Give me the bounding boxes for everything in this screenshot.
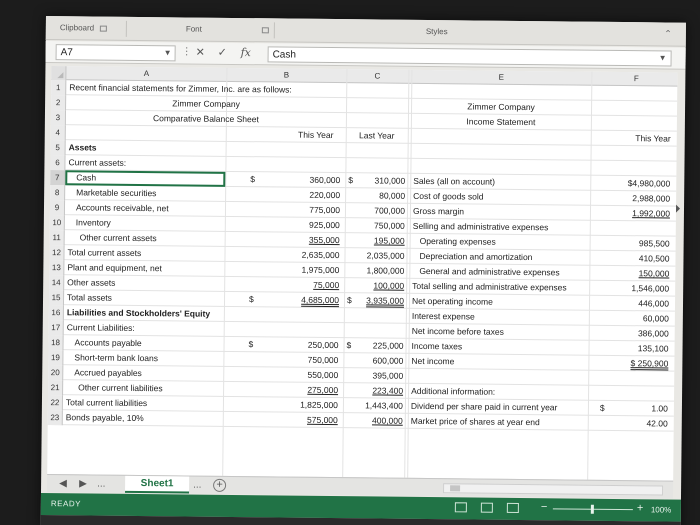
normal-view-icon[interactable] (455, 502, 467, 512)
row-header[interactable]: 19 (48, 350, 63, 365)
zoom-out-icon[interactable]: − (540, 501, 548, 514)
cell-b[interactable]: 1,825,000 (300, 399, 338, 411)
cell-a[interactable]: Plant and equipment, net (67, 262, 162, 274)
cell-c[interactable]: Last Year (358, 130, 395, 141)
cell-c[interactable]: 80,000 (379, 190, 406, 201)
cancel-icon[interactable]: ✕ (195, 46, 205, 59)
cell-a[interactable]: Other current assets (79, 232, 157, 244)
more-sheets-left[interactable]: ... (97, 478, 106, 490)
cell-c[interactable] (351, 143, 406, 159)
scrollbar-thumb[interactable] (450, 485, 460, 491)
cell-e[interactable]: Cost of goods sold (413, 190, 484, 202)
cell-e[interactable]: Sales (all on account) (413, 175, 496, 187)
row-header[interactable]: 4 (51, 125, 66, 140)
cell-e[interactable]: Operating expenses (419, 235, 496, 247)
cell-b[interactable]: 4,685,000 (301, 294, 340, 306)
cell-e[interactable]: Net operating income (411, 295, 493, 307)
cell-f[interactable]: 446,000 (638, 298, 670, 309)
row-header[interactable]: 22 (48, 395, 63, 410)
cell-b[interactable]: 925,000 (309, 219, 340, 231)
cell-b[interactable]: 1,975,000 (301, 264, 340, 276)
cell-a[interactable]: Liabilities and Stockholders' Equity (66, 307, 211, 319)
cell-a[interactable]: Zimmer Company (172, 98, 240, 110)
row-header[interactable]: 7 (50, 170, 65, 185)
cell-e[interactable]: Dividend per share paid in current year (410, 400, 558, 413)
cell-c[interactable]: 400,000 (371, 415, 403, 426)
cell-a[interactable]: Short-term bank loans (74, 352, 159, 364)
prev-sheet-icon[interactable]: ◀ (59, 478, 67, 490)
row-header[interactable]: 12 (49, 245, 64, 260)
cell-f[interactable]: 985,500 (638, 238, 670, 249)
active-cell-outline (65, 170, 225, 187)
cell-a[interactable]: Accrued payables (74, 367, 142, 379)
cell-f[interactable] (599, 116, 671, 132)
column-header-a[interactable]: A (143, 69, 150, 79)
cell-a[interactable]: Comparative Balance Sheet (152, 113, 259, 125)
row-header[interactable]: 11 (50, 230, 65, 245)
cell-c[interactable]: 1,800,000 (366, 265, 405, 276)
cell-b[interactable]: 550,000 (307, 369, 339, 381)
row-header[interactable]: 8 (50, 185, 65, 200)
row-header[interactable]: 15 (49, 290, 64, 305)
row-header[interactable]: 17 (49, 320, 64, 335)
formula-value: Cash (272, 49, 297, 61)
cell-a[interactable]: Total current assets (67, 247, 142, 259)
cell-f[interactable]: 386,000 (637, 328, 669, 339)
row-header[interactable]: 1 (51, 80, 66, 95)
cell-e[interactable]: Interest expense (411, 310, 475, 322)
horizontal-scrollbar[interactable] (443, 483, 663, 495)
cell-c[interactable]: 195,000 (373, 235, 405, 246)
cell-c[interactable]: 223,400 (372, 385, 404, 396)
cell-a[interactable]: Marketable securities (76, 187, 157, 199)
currency-symbol: $ (346, 295, 352, 306)
cell-c[interactable] (351, 113, 406, 129)
cell-c[interactable] (351, 83, 406, 99)
cell-e[interactable]: Zimmer Company (467, 101, 535, 113)
status-ready: READY (50, 499, 82, 509)
cell-f[interactable] (599, 146, 671, 162)
column-header-f[interactable]: F (633, 74, 639, 84)
cell-f[interactable]: This Year (635, 133, 671, 144)
cell-f[interactable]: 1.00 (651, 403, 668, 414)
cell-b[interactable]: 355,000 (308, 234, 340, 246)
cell-a[interactable]: Other current liabilities (78, 382, 163, 394)
cell-a[interactable]: Inventory (75, 217, 111, 228)
cell-b[interactable]: 750,000 (307, 354, 339, 366)
row-header[interactable]: 14 (49, 275, 64, 290)
formula-input[interactable] (268, 46, 672, 66)
cell-f[interactable] (596, 371, 668, 387)
cell-e[interactable]: Selling and administrative expenses (412, 220, 549, 233)
currency-symbol: $ (346, 340, 352, 351)
enter-icon[interactable]: ✓ (217, 46, 227, 59)
row-header[interactable]: 2 (51, 95, 66, 110)
cell-a[interactable]: Assets (68, 142, 97, 153)
currency-symbol: $ (250, 174, 256, 185)
cell-b[interactable]: 250,000 (307, 339, 339, 351)
cell-e[interactable]: Market price of shares at year end (410, 415, 540, 428)
row-header[interactable]: 13 (49, 260, 64, 275)
mouse-pointer-icon (676, 205, 680, 213)
cell-a[interactable]: Cash (76, 172, 97, 183)
cell-f[interactable]: $ 250,900 (630, 358, 669, 369)
zoom-in-icon[interactable]: + (636, 502, 644, 515)
cell-e[interactable]: Depreciation and amortization (419, 250, 533, 263)
cell-b[interactable]: 775,000 (309, 204, 341, 216)
cell-a[interactable]: Other assets (67, 277, 116, 288)
name-box-value: A7 (60, 47, 73, 59)
cell-f[interactable] (599, 86, 671, 102)
row-header[interactable]: 3 (51, 110, 66, 125)
select-all-button[interactable] (51, 66, 66, 80)
cell-b[interactable]: 275,000 (307, 384, 339, 396)
column-header-e[interactable]: E (498, 72, 505, 82)
dialog-launcher-icon[interactable] (262, 27, 269, 33)
cell-e[interactable]: Net income before taxes (411, 325, 504, 337)
cell-c[interactable]: 2,035,000 (366, 250, 405, 261)
cell-f[interactable] (599, 101, 671, 117)
cell-b[interactable] (270, 157, 340, 173)
currency-symbol: $ (248, 294, 254, 305)
row-header[interactable]: 20 (48, 365, 63, 380)
cell-b[interactable] (269, 322, 339, 338)
cell-b[interactable] (269, 307, 339, 323)
cell-f[interactable]: $4,980,000 (627, 178, 671, 189)
collapse-ribbon-icon[interactable]: ⌃ (664, 28, 672, 39)
cell-a[interactable]: Total assets (67, 292, 112, 303)
cell-f[interactable]: 42.00 (646, 418, 668, 429)
dialog-launcher-icon[interactable] (100, 25, 107, 31)
expand-formula-icon[interactable]: ▼ (658, 53, 667, 63)
cell-f[interactable] (598, 221, 670, 237)
zoom-level[interactable]: 100% (650, 505, 672, 515)
cell-c[interactable]: 700,000 (374, 205, 406, 216)
row-header[interactable]: 18 (49, 335, 64, 350)
cell-f[interactable] (598, 161, 670, 177)
cell-c[interactable]: 1,443,400 (365, 400, 403, 411)
row-header[interactable]: 21 (48, 380, 63, 395)
row-header[interactable]: 16 (49, 305, 64, 320)
cell-e[interactable]: Income Statement (466, 116, 536, 128)
cell-f[interactable]: 135,100 (637, 343, 669, 354)
cell-a[interactable] (69, 125, 225, 142)
more-sheets-right[interactable]: ... (193, 479, 202, 491)
cell-f[interactable] (596, 386, 668, 402)
add-sheet-icon[interactable]: + (213, 479, 226, 492)
column-header-b[interactable]: B (283, 70, 290, 80)
cell-c[interactable]: 750,000 (374, 220, 405, 231)
cell-f[interactable]: 60,000 (642, 313, 669, 324)
cell-a[interactable]: Current assets: (68, 157, 127, 168)
zoom-slider-knob[interactable] (591, 505, 594, 514)
row-header[interactable]: 10 (50, 215, 65, 230)
cell-b[interactable]: 2,635,000 (301, 249, 340, 261)
cell-b[interactable]: 575,000 (306, 414, 338, 426)
cell-e[interactable]: Net income (411, 355, 455, 367)
cell-b[interactable]: This Year (297, 129, 334, 141)
row-header[interactable]: 6 (50, 155, 65, 170)
cell-a[interactable]: Bonds payable, 10% (65, 412, 144, 424)
cell-c[interactable] (351, 98, 406, 114)
row-header[interactable]: 23 (48, 410, 63, 425)
column-header-c[interactable]: C (374, 71, 381, 81)
cell-c[interactable]: 600,000 (372, 355, 404, 366)
cell-e[interactable]: General and administrative expenses (419, 265, 560, 278)
cell-b[interactable]: 360,000 (309, 174, 341, 186)
cell-e[interactable]: Additional information: (411, 385, 496, 397)
clipboard-group[interactable] (60, 23, 107, 32)
cell-b[interactable]: 75,000 (313, 279, 340, 291)
cell-c[interactable] (350, 158, 405, 174)
cell-b[interactable] (271, 112, 341, 128)
cell-b[interactable] (271, 82, 341, 98)
worksheet-grid[interactable] (47, 66, 677, 481)
cell-c[interactable]: 395,000 (372, 370, 404, 381)
cell-a[interactable]: Current Liabilities: (66, 322, 135, 333)
cell-c[interactable]: 3,935,000 (366, 295, 405, 306)
sheet-tab-sheet1[interactable]: Sheet1 (125, 476, 189, 494)
row-header[interactable]: 9 (50, 200, 65, 215)
cell-a[interactable]: Accounts receivable, net (75, 202, 169, 214)
more-icon[interactable]: ⋮ (181, 46, 192, 58)
cell-e[interactable]: Gross margin (412, 205, 465, 217)
cell-a[interactable]: Accounts payable (74, 337, 142, 349)
currency-symbol: $ (248, 339, 254, 350)
cell-b[interactable] (271, 142, 341, 158)
cell-f[interactable]: 2,988,000 (632, 193, 671, 204)
cell-b[interactable]: 220,000 (309, 189, 341, 201)
cell-a[interactable]: Recent financial statements for Zimmer, Inc. are as follows: (69, 82, 292, 95)
cell-c[interactable] (349, 323, 404, 339)
next-sheet-icon[interactable]: ▶ (79, 478, 87, 490)
cell-f[interactable]: 1,992,000 (632, 208, 671, 219)
name-box[interactable] (56, 44, 176, 61)
cell-e[interactable]: Income taxes (411, 340, 463, 352)
cell-f[interactable]: 150,000 (638, 268, 670, 279)
currency-symbol: $ (348, 175, 354, 186)
cell-c[interactable]: 310,000 (374, 175, 406, 186)
styles-group-label: Styles (425, 26, 448, 37)
cell-c[interactable] (349, 308, 404, 324)
cell-a[interactable]: Total current liabilities (65, 397, 148, 409)
row-header[interactable]: 5 (51, 140, 66, 155)
cell-f[interactable]: 1,546,000 (631, 283, 670, 294)
page-layout-view-icon[interactable] (481, 503, 493, 513)
font-group-label: Font (185, 24, 202, 34)
ribbon-separator (126, 21, 127, 37)
currency-symbol: $ (599, 402, 605, 413)
cell-c[interactable]: 225,000 (372, 340, 404, 351)
insert-function-icon[interactable]: fx (240, 46, 251, 60)
cell-f[interactable]: 410,500 (638, 253, 670, 264)
page-break-view-icon[interactable] (507, 503, 519, 513)
cell-b[interactable] (271, 97, 341, 113)
ribbon-separator (274, 22, 275, 38)
excel-window (41, 16, 686, 525)
clipboard-label: Clipboard (59, 23, 95, 33)
cell-c[interactable]: 100,000 (373, 280, 405, 291)
chevron-down-icon[interactable]: ▼ (163, 48, 172, 58)
cell-e[interactable]: Total selling and administrative expenses (412, 280, 567, 293)
